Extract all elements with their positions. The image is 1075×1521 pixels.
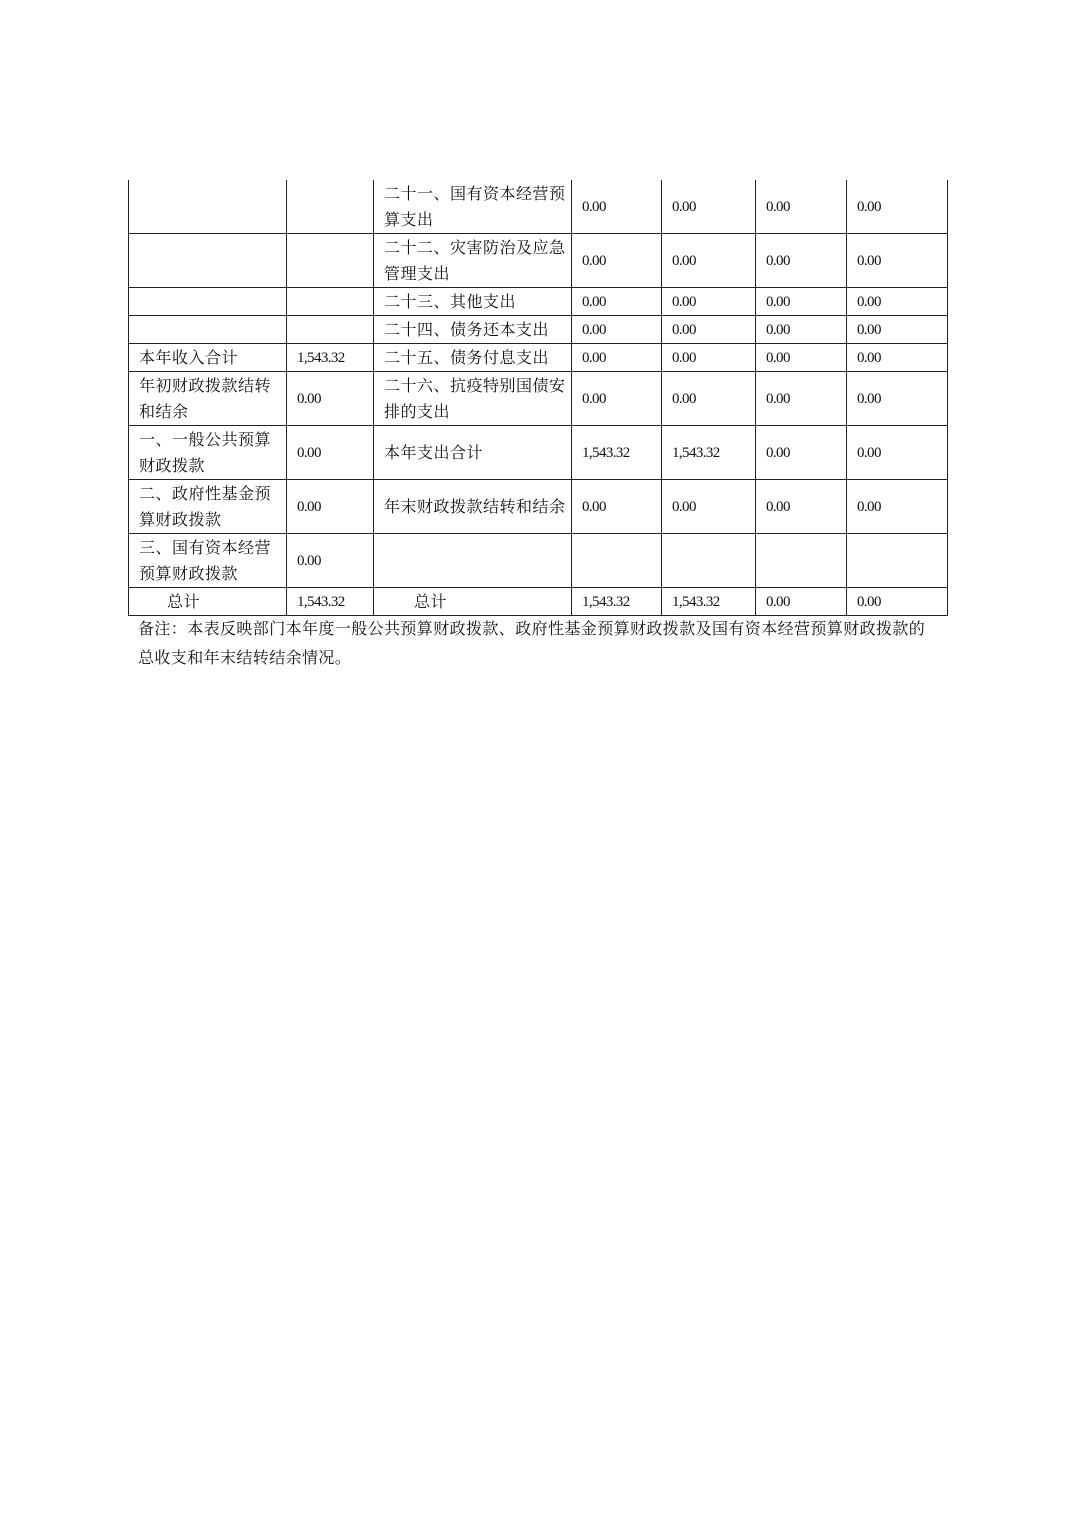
state-capital-cell: 0.00 <box>847 588 948 616</box>
expense-total-cell: 1,543.32 <box>572 588 662 616</box>
state-capital-cell: 0.00 <box>847 180 948 234</box>
income-amount-cell <box>287 288 374 316</box>
state-capital-cell: 0.00 <box>847 344 948 372</box>
income-item-cell: 本年收入合计 <box>129 344 287 372</box>
income-amount-cell <box>287 316 374 344</box>
income-item-cell <box>129 234 287 288</box>
general-budget-cell: 0.00 <box>662 372 756 426</box>
expense-total-cell: 0.00 <box>572 288 662 316</box>
income-total-label: 总计 <box>129 588 287 616</box>
government-fund-cell: 0.00 <box>756 234 847 288</box>
state-capital-cell: 0.00 <box>847 372 948 426</box>
expense-total-cell: 1,543.32 <box>572 426 662 480</box>
income-amount-cell <box>287 180 374 234</box>
table-row <box>129 234 948 288</box>
general-budget-cell: 0.00 <box>662 344 756 372</box>
government-fund-cell: 0.00 <box>756 180 847 234</box>
expense-total-label: 总计 <box>374 588 572 616</box>
general-budget-cell: 0.00 <box>662 180 756 234</box>
income-amount-cell: 0.00 <box>287 372 374 426</box>
state-capital-cell: 0.00 <box>847 234 948 288</box>
state-capital-cell: 0.00 <box>847 480 948 534</box>
expense-item-cell: 二十六、抗疫特别国债安排的支出 <box>374 372 572 426</box>
expense-total-cell: 0.00 <box>572 372 662 426</box>
income-amount-cell: 1,543.32 <box>287 344 374 372</box>
expense-item-cell: 年末财政拨款结转和结余 <box>374 480 572 534</box>
general-budget-cell: 1,543.32 <box>662 588 756 616</box>
general-budget-cell: 0.00 <box>662 288 756 316</box>
expense-item-cell: 二十一、国有资本经营预算支出 <box>374 180 572 234</box>
expense-item-cell: 二十二、灾害防治及应急管理支出 <box>374 234 572 288</box>
income-item-cell <box>129 180 287 234</box>
income-item-cell: 一、一般公共预算财政拨款 <box>129 426 287 480</box>
income-total-amount: 1,543.32 <box>287 588 374 616</box>
government-fund-cell: 0.00 <box>756 316 847 344</box>
state-capital-cell: 0.00 <box>847 288 948 316</box>
expense-total-cell <box>572 534 662 588</box>
expense-item-cell: 二十三、其他支出 <box>374 288 572 316</box>
income-item-cell <box>129 316 287 344</box>
expense-total-cell: 0.00 <box>572 316 662 344</box>
government-fund-cell: 0.00 <box>756 426 847 480</box>
expense-item-cell <box>374 534 572 588</box>
income-amount-cell: 0.00 <box>287 426 374 480</box>
income-item-cell: 年初财政拨款结转和结余 <box>129 372 287 426</box>
budget-table <box>128 180 948 616</box>
income-amount-cell: 0.00 <box>287 480 374 534</box>
general-budget-cell <box>662 534 756 588</box>
general-budget-cell: 1,543.32 <box>662 426 756 480</box>
state-capital-cell: 0.00 <box>847 316 948 344</box>
general-budget-cell: 0.00 <box>662 480 756 534</box>
table-row <box>129 288 948 316</box>
table-row <box>129 372 948 426</box>
general-budget-cell: 0.00 <box>662 316 756 344</box>
income-item-cell: 三、国有资本经营预算财政拨款 <box>129 534 287 588</box>
state-capital-cell: 0.00 <box>847 426 948 480</box>
general-budget-cell: 0.00 <box>662 234 756 288</box>
income-item-cell: 二、政府性基金预算财政拨款 <box>129 480 287 534</box>
government-fund-cell: 0.00 <box>756 480 847 534</box>
government-fund-cell <box>756 534 847 588</box>
expense-item-cell: 本年支出合计 <box>374 426 572 480</box>
income-amount-cell: 0.00 <box>287 534 374 588</box>
government-fund-cell: 0.00 <box>756 588 847 616</box>
table-row <box>129 316 948 344</box>
table-row <box>129 180 948 234</box>
table-row <box>129 344 948 372</box>
government-fund-cell: 0.00 <box>756 344 847 372</box>
income-item-cell <box>129 288 287 316</box>
government-fund-cell: 0.00 <box>756 372 847 426</box>
table-row <box>129 534 948 588</box>
expense-item-cell: 二十四、债务还本支出 <box>374 316 572 344</box>
expense-item-cell: 二十五、债务付息支出 <box>374 344 572 372</box>
government-fund-cell: 0.00 <box>756 288 847 316</box>
expense-total-cell: 0.00 <box>572 180 662 234</box>
table-footnote: 备注：本表反映部门本年度一般公共预算财政拨款、政府性基金预算财政拨款及国有资本经营预算财政拨款的总收支和年末结转结余情况。 <box>138 619 926 667</box>
expense-total-cell: 0.00 <box>572 234 662 288</box>
expense-total-cell: 0.00 <box>572 344 662 372</box>
table-row <box>129 480 948 534</box>
table-row-total <box>129 588 948 616</box>
table-row <box>129 426 948 480</box>
expense-total-cell: 0.00 <box>572 480 662 534</box>
state-capital-cell <box>847 534 948 588</box>
income-amount-cell <box>287 234 374 288</box>
